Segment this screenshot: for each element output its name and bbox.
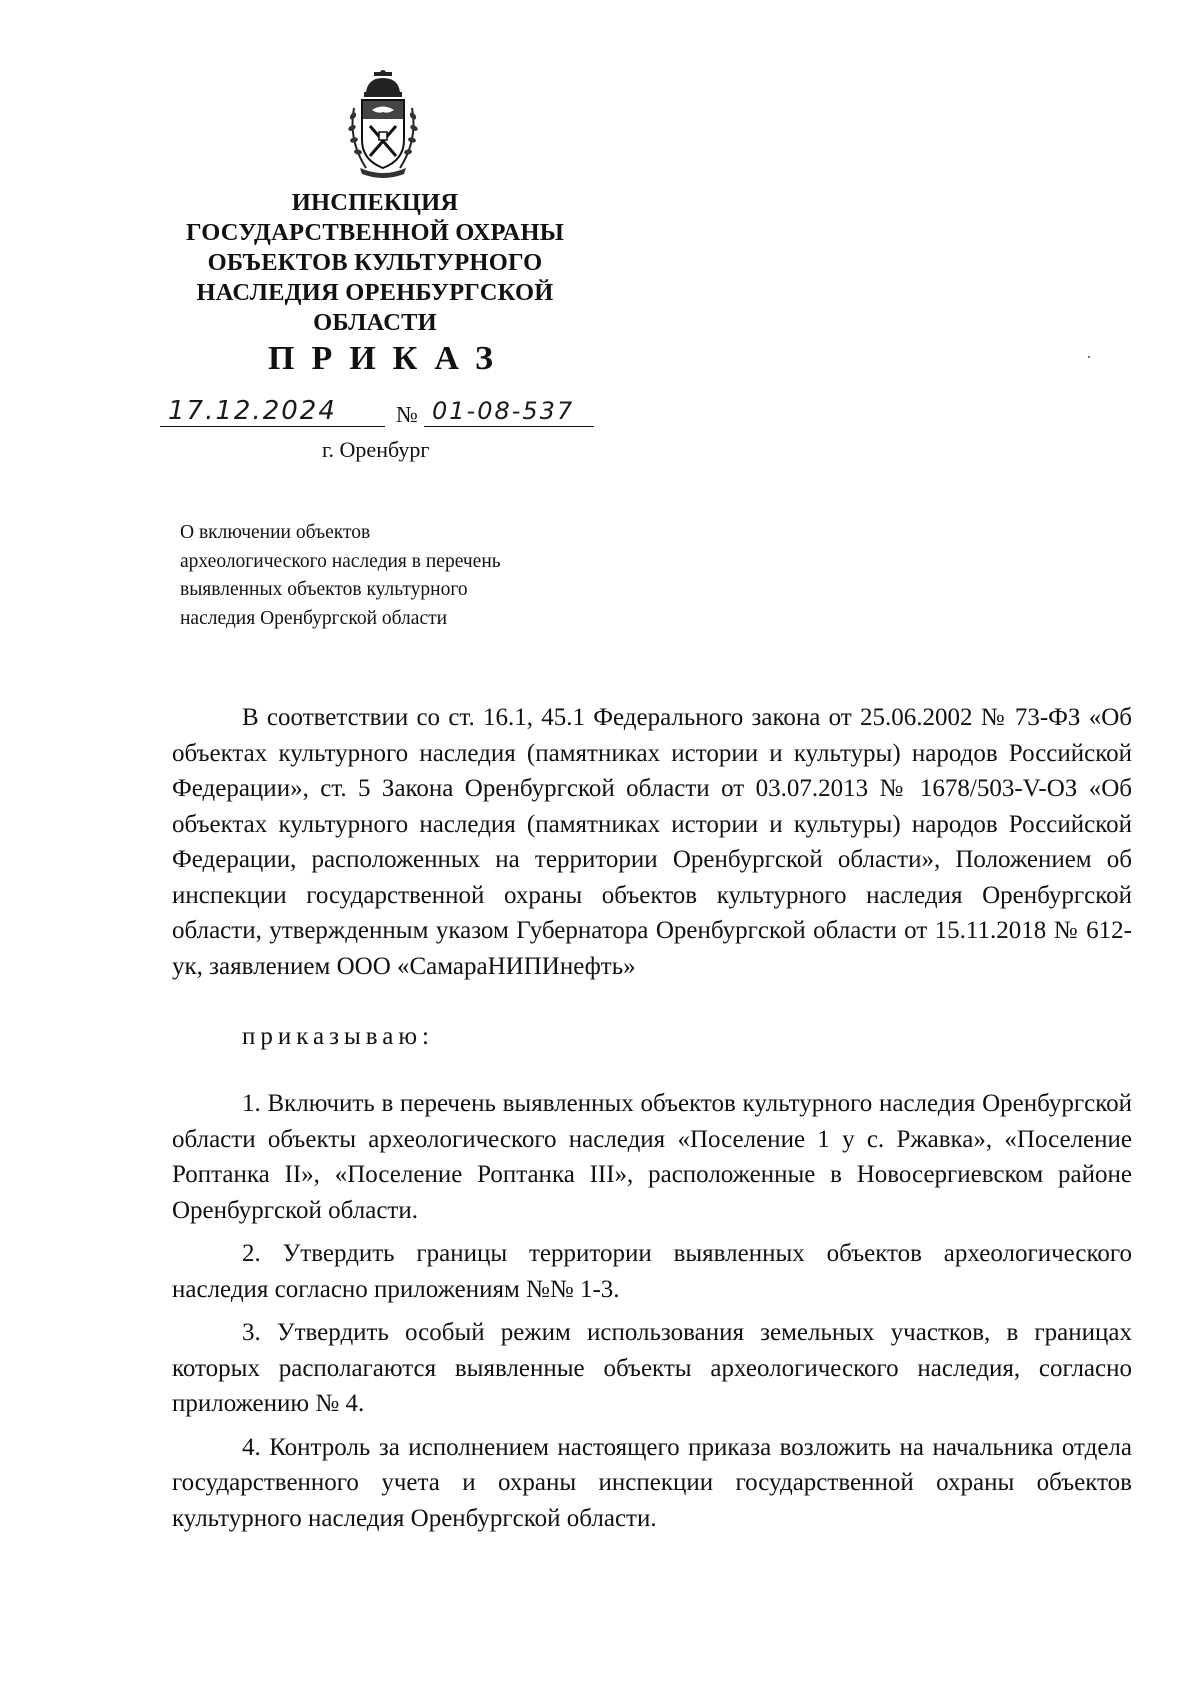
- number-sign: №: [396, 402, 418, 427]
- order-date: 17.12.2024: [160, 396, 385, 427]
- order-item: 4. Контроль за исполнением настоящего приказа возложить на начальника отдела государственного учета и охраны инспекции государственной охраны объектов культурного наследия Оренбургской области.: [172, 1433, 1132, 1532]
- order-item: 1. Включить в перечень выявленных объектов культурного наследия Оренбургской области объекты археологического наследия «Поселение 1 у с. Ржавка», «Поселение Роптанка II», «Поселение Роптанка III», расположенные в Новосергиевском районе Оренбургской области.: [172, 1090, 1132, 1224]
- order-number: 01-08-537: [424, 396, 594, 427]
- org-line: ОБЛАСТИ: [313, 309, 437, 336]
- issuing-organization: [165, 188, 585, 338]
- org-line: ГОСУДАРСТВЕННОЙ ОХРАНЫ: [186, 219, 564, 246]
- scan-speck: [1088, 356, 1090, 358]
- order-items: [172, 1086, 1132, 1544]
- org-line: НАСЛЕДИЯ ОРЕНБУРГСКОЙ: [196, 279, 554, 306]
- org-line: ОБЪЕКТОВ КУЛЬТУРНОГО: [207, 249, 543, 276]
- coat-of-arms-icon: [344, 70, 422, 180]
- subject-line: наследия Оренбургской области: [180, 607, 448, 629]
- subject-line: выявленных объектов культурного: [180, 579, 468, 600]
- city: г. Оренбург: [322, 437, 430, 462]
- order-item: 3. Утвердить особый режим использования земельных участков, в границах которых располагаются выявленные объекты археологического наследия, согласно приложению № 4.: [172, 1319, 1132, 1417]
- order-subject: [180, 519, 501, 633]
- org-line: ИНСПЕКЦИЯ: [291, 189, 459, 216]
- order-item: 2. Утвердить границы территории выявленных объектов археологического наследия согласно приложениям №№ 1-3.: [172, 1240, 1132, 1303]
- document-type-title: ПРИКАЗ: [268, 340, 510, 377]
- command-word: приказываю:: [242, 1023, 434, 1050]
- subject-line: О включении объектов: [180, 522, 371, 543]
- preamble-paragraph: В соответствии со ст. 16.1, 45.1 Федерального закона от 25.06.2002 № 73-ФЗ «Об объектах культурного наследия (памятниках истории и культуры) народов Российской Федерации», ст. 5 Закона Оренбургской области от 03.07.2013 № 1678/503-V-ОЗ «Об объектах культурного наследия (памятниках истории и культуры) народов Российской Федерации, расположенных на территории Оренбургской области», Положением об инспекции государственной охраны объектов культурного наследия Оренбургской области, утвержденным указом Губернатора Оренбургской области от 15.11.2018 № 612-ук, заявлением ООО «СамараНИПИнефть»: [172, 704, 1132, 980]
- subject-line: археологического наследия в перечень: [180, 550, 501, 572]
